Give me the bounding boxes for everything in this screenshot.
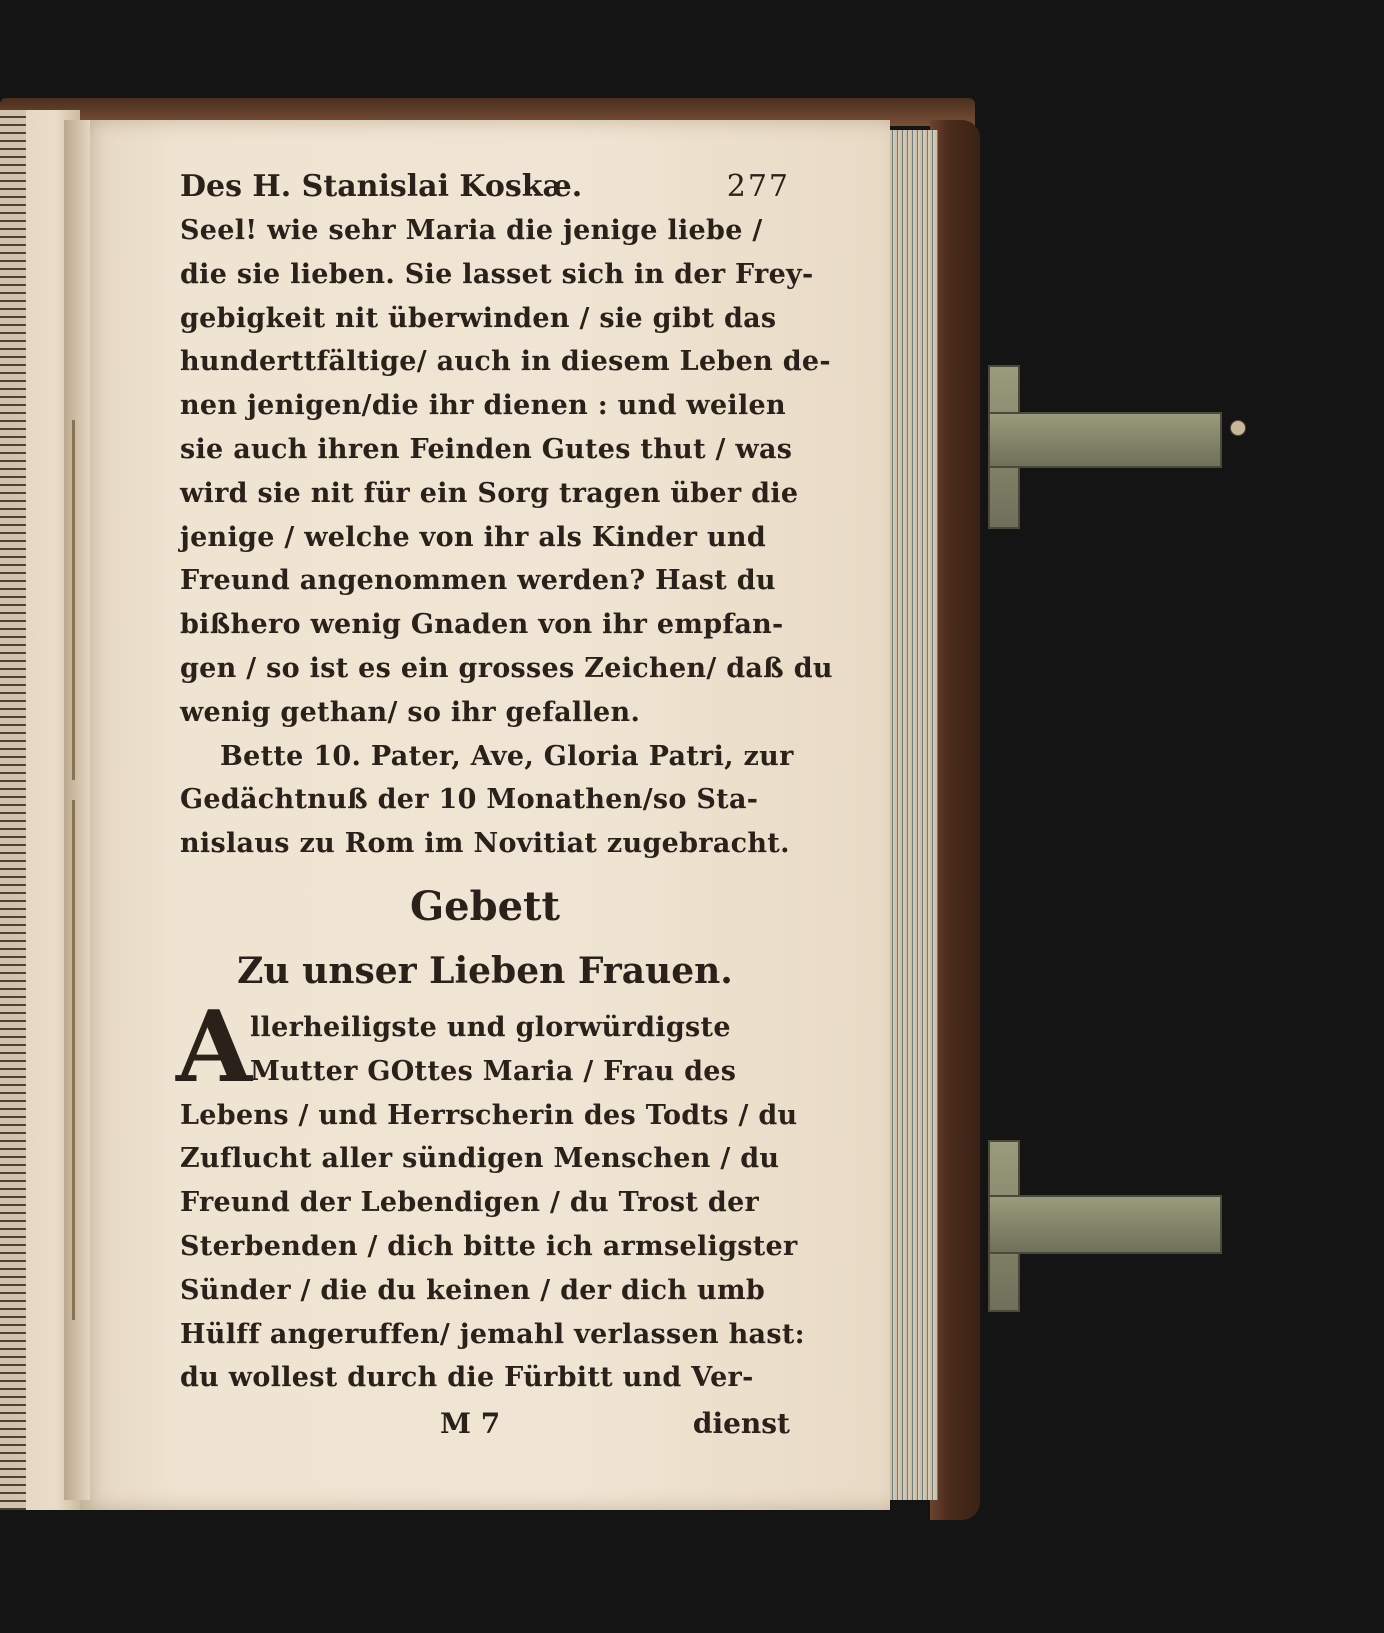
text-line: wenig gethan/ so ihr gefallen. (180, 696, 641, 728)
text-line: jenige / welche von ihr als Kinder und (180, 521, 767, 553)
text-line: gebigkeit nit überwinden / sie gibt das (180, 302, 777, 334)
heading-prayer-title: Zu unser Lieben Frauen. (237, 949, 733, 992)
text-line: sie auch ihren Feinden Gutes thut / was (180, 433, 793, 465)
binding-thread (72, 420, 75, 780)
text-line: Gedächtnuß der 10 Monathen/so Sta- (180, 784, 759, 816)
text-line: Freund angenommen werden? Hast du (180, 565, 776, 597)
drop-cap: A (176, 989, 253, 1105)
text-line: Mutter GOttes Maria / Frau des (250, 1055, 737, 1087)
text-line: nislaus zu Rom im Novitiat zugebracht. (180, 828, 790, 860)
text-line: wird sie nit für ein Sorg tragen über die (180, 477, 799, 509)
paragraph-1 (180, 209, 833, 735)
text-line: bißhero wenig Gnaden von ihr empfan- (180, 609, 784, 641)
running-head (180, 165, 790, 209)
text-line: Lebens / und Herrscherin des Todts / du (180, 1099, 798, 1131)
clasp-upper-bar (988, 412, 1222, 468)
text-line: gen / so ist es ein grosses Zeichen/ daß du (180, 652, 833, 684)
prayer-text (176, 989, 805, 1400)
clasp-upper-pin (1230, 420, 1246, 436)
text-line: Bette 10. Pater, Ave, Gloria Patri, zur (220, 740, 794, 772)
page-text (176, 165, 833, 1446)
heading-gebett: Gebett (410, 882, 560, 930)
text-line: llerheiligste und glorwürdigste (250, 1011, 731, 1043)
signature-mark: M 7 (440, 1407, 501, 1441)
text-line: die sie lieben. Sie lasset sich in der Frey- (180, 258, 814, 290)
clasp-lower-bar (988, 1195, 1222, 1254)
text-line: Hülff angeruffen/ jemahl verlassen hast: (180, 1318, 805, 1350)
gutter (64, 120, 90, 1500)
page-number: 277 (726, 169, 790, 204)
text-line: nen jenigen/die ihr dienen : und weilen (180, 390, 786, 422)
paragraph-2 (180, 735, 794, 866)
text-line: Sterbenden / dich bitte ich armseligster (180, 1230, 798, 1262)
text-line: Sünder / die du keinen / der dich umb (180, 1274, 766, 1306)
text-line: Zuflucht aller sündigen Menschen / du (180, 1143, 780, 1175)
running-head-title: Des H. Stanislai Koskæ. (180, 169, 583, 204)
text-line: Seel! wie sehr Maria die jenige liebe / (180, 215, 763, 246)
left-page-edge (0, 110, 26, 1510)
page-footer (180, 1402, 790, 1446)
binding-thread (72, 800, 75, 1320)
text-line: hunderttfältige/ auch in diesem Leben de- (180, 346, 831, 378)
text-line: Freund der Lebendigen / du Trost der (180, 1187, 760, 1219)
text-line: du wollest durch die Fürbitt und Ver- (180, 1362, 754, 1394)
catchword: dienst (692, 1407, 790, 1441)
